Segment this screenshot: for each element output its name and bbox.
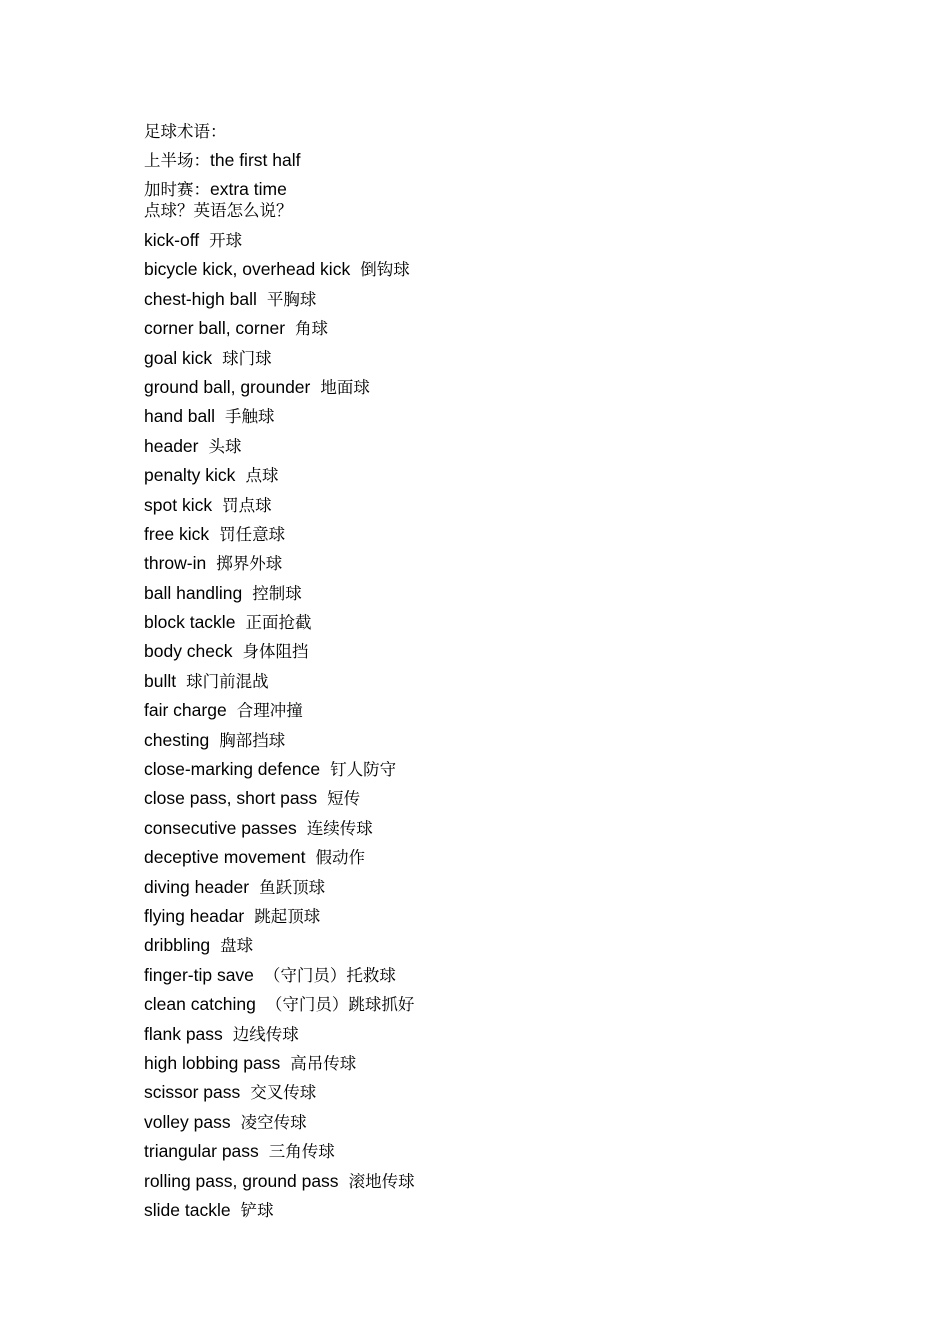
term-row: [144, 608, 904, 637]
question-line: 点球？英语怎么说？: [144, 201, 293, 220]
term-chinese: 手触球: [225, 407, 275, 427]
term-row: [144, 520, 904, 549]
first-half-line: [144, 146, 904, 175]
term-row: [144, 226, 904, 255]
document-body: [144, 117, 904, 1225]
term-row: [144, 1167, 904, 1196]
term-chinese: （守门员）跳球抓好: [265, 995, 415, 1015]
term-row: [144, 344, 904, 373]
term-chinese: 假动作: [315, 848, 365, 868]
term-row: [144, 461, 904, 490]
term-chinese: （守门员）托救球: [263, 965, 396, 985]
term-chinese: 罚点球: [222, 495, 272, 515]
term-english: flank pass: [144, 1023, 223, 1044]
term-row: [144, 961, 904, 990]
term-english: bicycle kick, overhead kick: [144, 259, 351, 280]
term-english: finger-tip save: [144, 964, 254, 985]
term-chinese: 盘球: [220, 936, 254, 956]
term-chinese: 开球: [209, 231, 243, 250]
extra-time-cn: 加时赛：: [144, 180, 210, 199]
term-chinese: 合理冲撞: [236, 701, 303, 721]
term-row: [144, 755, 904, 784]
term-row: [144, 637, 904, 666]
term-chinese: 高吊传球: [290, 1053, 357, 1073]
term-english: triangular pass: [144, 1141, 259, 1162]
term-row: [144, 314, 904, 343]
term-chinese: 球门球: [222, 348, 272, 368]
term-chinese: 地面球: [320, 377, 370, 397]
term-row: [144, 784, 904, 813]
extra-time-line: [144, 175, 904, 199]
term-row: [144, 1196, 904, 1225]
term-english: ball handling: [144, 582, 243, 603]
term-chinese: 胸部挡球: [219, 730, 286, 750]
term-english: chesting: [144, 729, 210, 750]
term-english: rolling pass, ground pass: [144, 1170, 339, 1191]
term-chinese: 点球: [245, 466, 279, 486]
term-chinese: 滚地传球: [348, 1171, 415, 1191]
term-chinese: 鱼跃顶球: [259, 877, 326, 897]
term-row: [144, 667, 904, 696]
extra-time-en: extra time: [210, 179, 287, 199]
term-english: deceptive movement: [144, 847, 306, 868]
term-chinese: 连续传球: [306, 818, 373, 838]
term-row: [144, 402, 904, 431]
term-chinese: 边线传球: [232, 1024, 299, 1044]
term-chinese: 角球: [295, 319, 329, 339]
term-chinese: 球门前混战: [186, 671, 269, 691]
term-english: close pass, short pass: [144, 788, 318, 809]
term-list: [144, 226, 904, 1225]
term-english: volley pass: [144, 1111, 231, 1132]
term-english: spot kick: [144, 494, 213, 515]
term-chinese: 正面抢截: [245, 613, 312, 633]
term-row: [144, 1137, 904, 1166]
document-title: 足球术语：: [144, 122, 227, 141]
term-chinese: 跳起顶球: [254, 906, 321, 926]
term-row: [144, 491, 904, 520]
term-row: [144, 1049, 904, 1078]
term-row: [144, 726, 904, 755]
term-english: close-marking defence: [144, 759, 321, 780]
term-chinese: 掷界外球: [216, 554, 283, 574]
term-english: consecutive passes: [144, 817, 297, 838]
term-english: slide tackle: [144, 1199, 231, 1220]
term-row: [144, 902, 904, 931]
term-english: corner ball, corner: [144, 318, 286, 339]
term-chinese: 倒钩球: [360, 260, 410, 280]
term-english: scissor pass: [144, 1082, 241, 1103]
term-chinese: 平胸球: [266, 289, 317, 309]
term-chinese: 短传: [327, 789, 361, 809]
term-row: [144, 1108, 904, 1137]
term-english: body check: [144, 641, 233, 662]
term-english: high lobbing pass: [144, 1052, 281, 1073]
term-chinese: 控制球: [252, 583, 302, 603]
term-chinese: 凌空传球: [240, 1112, 307, 1132]
term-english: dribbling: [144, 935, 211, 956]
term-english: bullt: [144, 670, 177, 691]
term-english: ground ball, grounder: [144, 376, 311, 397]
term-english: header: [144, 435, 199, 456]
term-row: [144, 843, 904, 872]
term-english: chest-high ball: [144, 288, 257, 309]
term-chinese: 钉人防守: [330, 760, 397, 780]
term-chinese: 交叉传球: [250, 1083, 317, 1103]
term-english: throw-in: [144, 553, 207, 574]
term-english: fair charge: [144, 700, 227, 721]
term-row: [144, 285, 904, 314]
term-chinese: 三角传球: [268, 1142, 335, 1162]
term-english: penalty kick: [144, 465, 236, 486]
term-english: kick-off: [144, 230, 200, 250]
term-row: [144, 432, 904, 461]
term-english: flying headar: [144, 905, 245, 926]
term-chinese: 头球: [208, 436, 242, 456]
term-row: [144, 696, 904, 725]
term-chinese: 身体阻挡: [242, 642, 309, 662]
first-half-en: the first half: [210, 150, 301, 170]
term-english: goal kick: [144, 347, 213, 368]
term-row: [144, 931, 904, 960]
term-english: hand ball: [144, 406, 216, 427]
term-english: diving header: [144, 876, 250, 897]
term-row: [144, 255, 904, 284]
first-half-cn: 上半场：: [144, 151, 210, 170]
term-english: free kick: [144, 523, 210, 544]
term-row: [144, 549, 904, 578]
term-row: [144, 1020, 904, 1049]
term-english: block tackle: [144, 612, 236, 633]
term-row: [144, 579, 904, 608]
term-chinese: 铲球: [240, 1200, 274, 1220]
term-row: [144, 1078, 904, 1107]
term-english: clean catching: [144, 994, 256, 1015]
term-row: [144, 990, 904, 1019]
term-chinese: 罚任意球: [219, 524, 286, 544]
term-row: [144, 373, 904, 402]
term-row: [144, 873, 904, 902]
term-row: [144, 814, 904, 843]
